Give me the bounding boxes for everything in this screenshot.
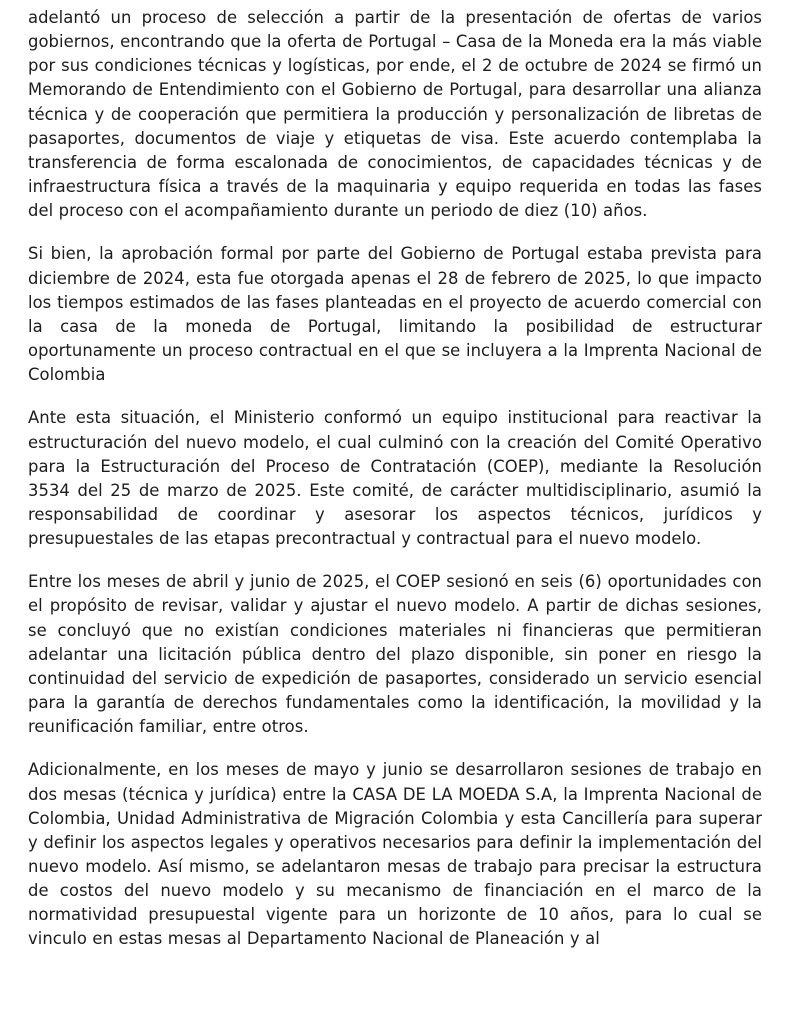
paragraph-portugal-memorandum: adelantó un proceso de selección a partir de la presentación de ofertas de varios gobiernos, encontrando que la oferta de Portugal – Casa de la Moneda era la más viable por sus condiciones técnicas y logísticas, por ende, el 2 de octubre de 2024 se firmó un Memorando de Entendimiento con el Gobierno de Portugal, para desarrollar una alianza técnica y de cooperación que permitiera la producción y personalización de libretas de pasaportes, documentos de viaje y etiquetas de visa. Este acuerdo contemplaba la transferencia de forma escalonada de conocimientos, de capacidades técnicas y de infraestructura física a través de la maquinaria y equipo requerida en todas las fases del proceso con el acompañamiento durante un periodo de diez (10) años. xyxy=(28,8,762,221)
paragraph-coep-creation: Ante esta situación, el Ministerio conformó un equipo institucional para reactivar la estructuración del nuevo modelo, el cual culminó con la creación del Comité Operativo para la Estructuración del Proceso de Contratación (COEP), mediante la Resolución 3534 del 25 de marzo de 2025. Este comité, de carácter multidisciplinario, asumió la responsabilidad de coordinar y asesorar los aspectos técnicos, jurídicos y presupuestales de las etapas precontractual y contractual para el nuevo modelo. xyxy=(28,408,762,549)
paragraph-formal-approval: Si bien, la aprobación formal por parte del Gobierno de Portugal estaba prevista para diciembre de 2024, esta fue otorgada apenas el 28 de febrero de 2025, lo que impacto los tiempos estimados de las fases planteadas en el proyecto de acuerdo comercial con la casa de la moneda de Portugal, limitando la posibilidad de estructurar oportunamente un proceso contractual en el que se incluyera a la Imprenta Nacional de Colombia xyxy=(28,244,762,385)
document-page xyxy=(28,6,762,952)
paragraph-coep-sessions: Entre los meses de abril y junio de 2025, el COEP sesionó en seis (6) oportunidades con el propósito de revisar, validar y ajustar el nuevo modelo. A partir de dichas sesiones, se concluyó que no existían condiciones materiales ni financieras que permitieran adelantar una licitación pública dentro del plazo disponible, sin poner en riesgo la continuidad del servicio de expedición de pasaportes, considerado un servicio esencial para la garantía de derechos fundamentales como la identificación, la movilidad y la reunificación familiar, entre otros. xyxy=(28,572,762,737)
paragraph-work-tables: Adicionalmente, en los meses de mayo y junio se desarrollaron sesiones de trabajo en dos mesas (técnica y jurídica) entre la CASA DE LA MOEDA S.A, la Imprenta Nacional de Colombia, Unidad Administrativa de Migración Colombia y esta Cancillería para superar y definir los aspectos legales y operativos necesarios para definir la implementación del nuevo modelo. Así mismo, se adelantaron mesas de trabajo para precisar la estructura de costos del nuevo modelo y su mecanismo de financiación en el marco de la normatividad presupuestal vigente para un horizonte de 10 años, para lo cual se vinculo en estas mesas al Departamento Nacional de Planeación y al xyxy=(28,760,762,949)
